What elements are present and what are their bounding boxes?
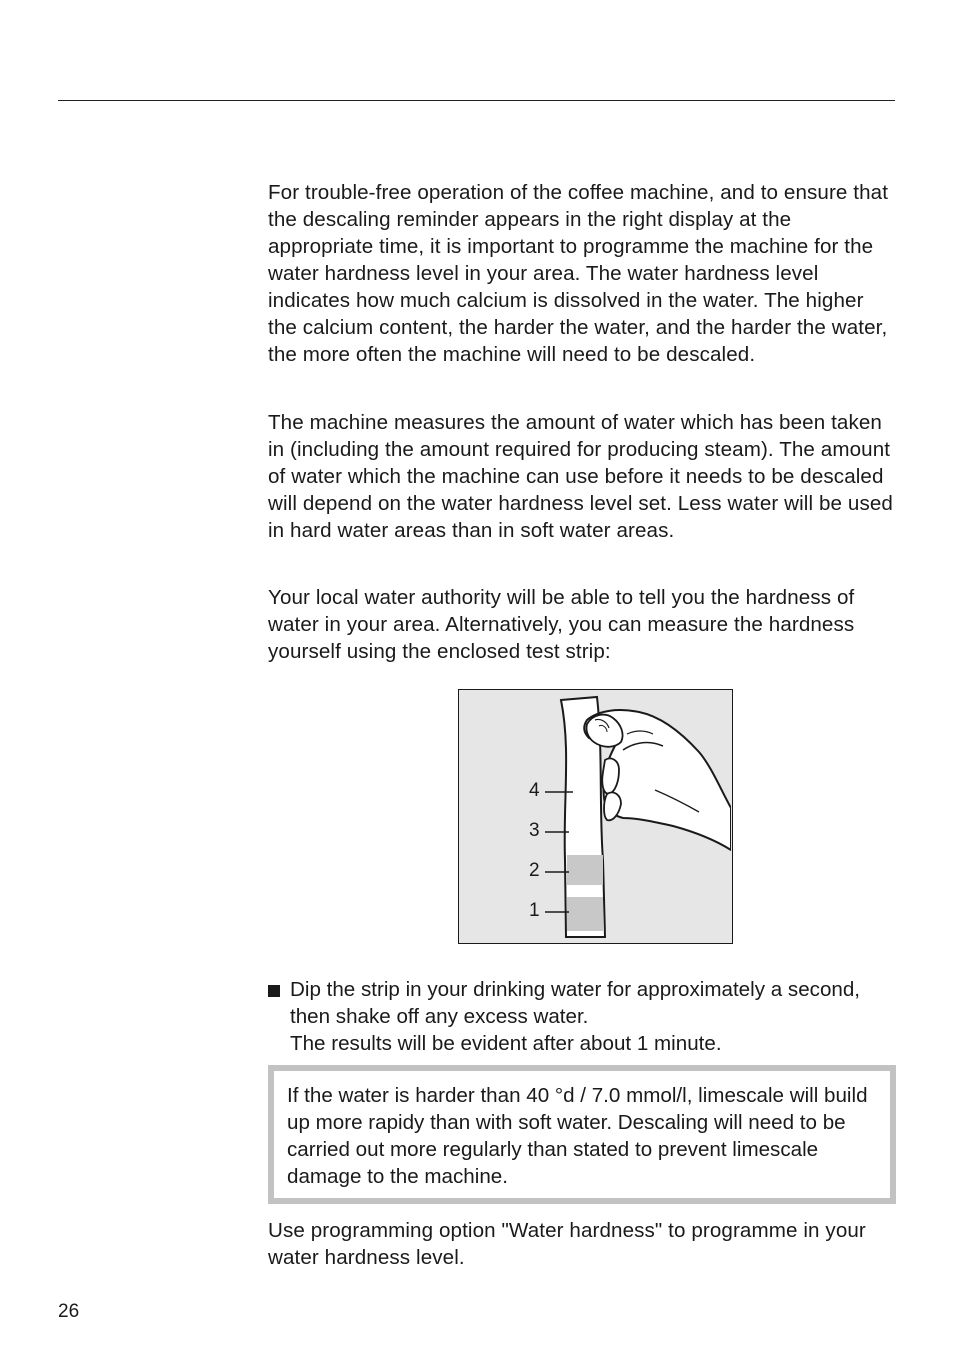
strip-label-4: 4 xyxy=(529,780,540,801)
instruction-bullet xyxy=(268,976,898,1057)
measure-text: The machine measures the amount of water which has been taken in (including the amount required for producing steam). The amount of water which the machine can use before it needs to be descaled will depend on the water hardness level set. Less water will be used in hard water areas than in soft water areas. xyxy=(268,411,893,542)
strip-label-1: 1 xyxy=(529,900,540,921)
authority-paragraph xyxy=(268,584,898,665)
closing-text: Use programming option "Water hardness" to programme in your water hardness level. xyxy=(268,1219,866,1269)
bullet-square-icon xyxy=(268,985,280,997)
strip-zone-1 xyxy=(567,897,603,931)
closing-paragraph xyxy=(268,1217,898,1271)
intro-text: For trouble-free operation of the coffee machine, and to ensure that the descaling reminder appears in the right display at the appropriate time, it is important to programme the machine for the water hardness level in your area. The water hardness level indicates how much calcium is dissolved in the water. The higher the calcium content, the harder the water, and the harder the water, the more often the machine will need to be descaled. xyxy=(268,181,889,366)
header-rule xyxy=(58,100,895,101)
authority-text: Your local water authority will be able to tell you the hardness of water in your area. Alternatively, you can measure the hardness yourself using the enclosed test strip: xyxy=(268,586,855,663)
intro-paragraph xyxy=(268,179,898,368)
page-number: 26 xyxy=(58,1301,80,1322)
test-strip-drawing xyxy=(459,690,731,942)
test-strip-illustration xyxy=(458,689,733,944)
measure-paragraph xyxy=(268,409,898,544)
strip-label-2: 2 xyxy=(529,860,540,881)
bullet-line-1: Dip the strip in your drinking water for approximately a second, then shake off any excess water. xyxy=(290,978,861,1028)
strip-zone-2 xyxy=(567,855,603,885)
note-text: If the water is harder than 40 °d / 7.0 mmol/l, limescale will build up more rapidy than with soft water. Descaling will need to be carried out more regularly than stated to prevent limescale damage to the machine. xyxy=(287,1084,868,1188)
hard-water-note xyxy=(268,1065,896,1204)
bullet-text xyxy=(290,976,898,1057)
bullet-line-2: The results will be evident after about 1 minute. xyxy=(290,1032,722,1055)
strip-label-3: 3 xyxy=(529,820,540,841)
